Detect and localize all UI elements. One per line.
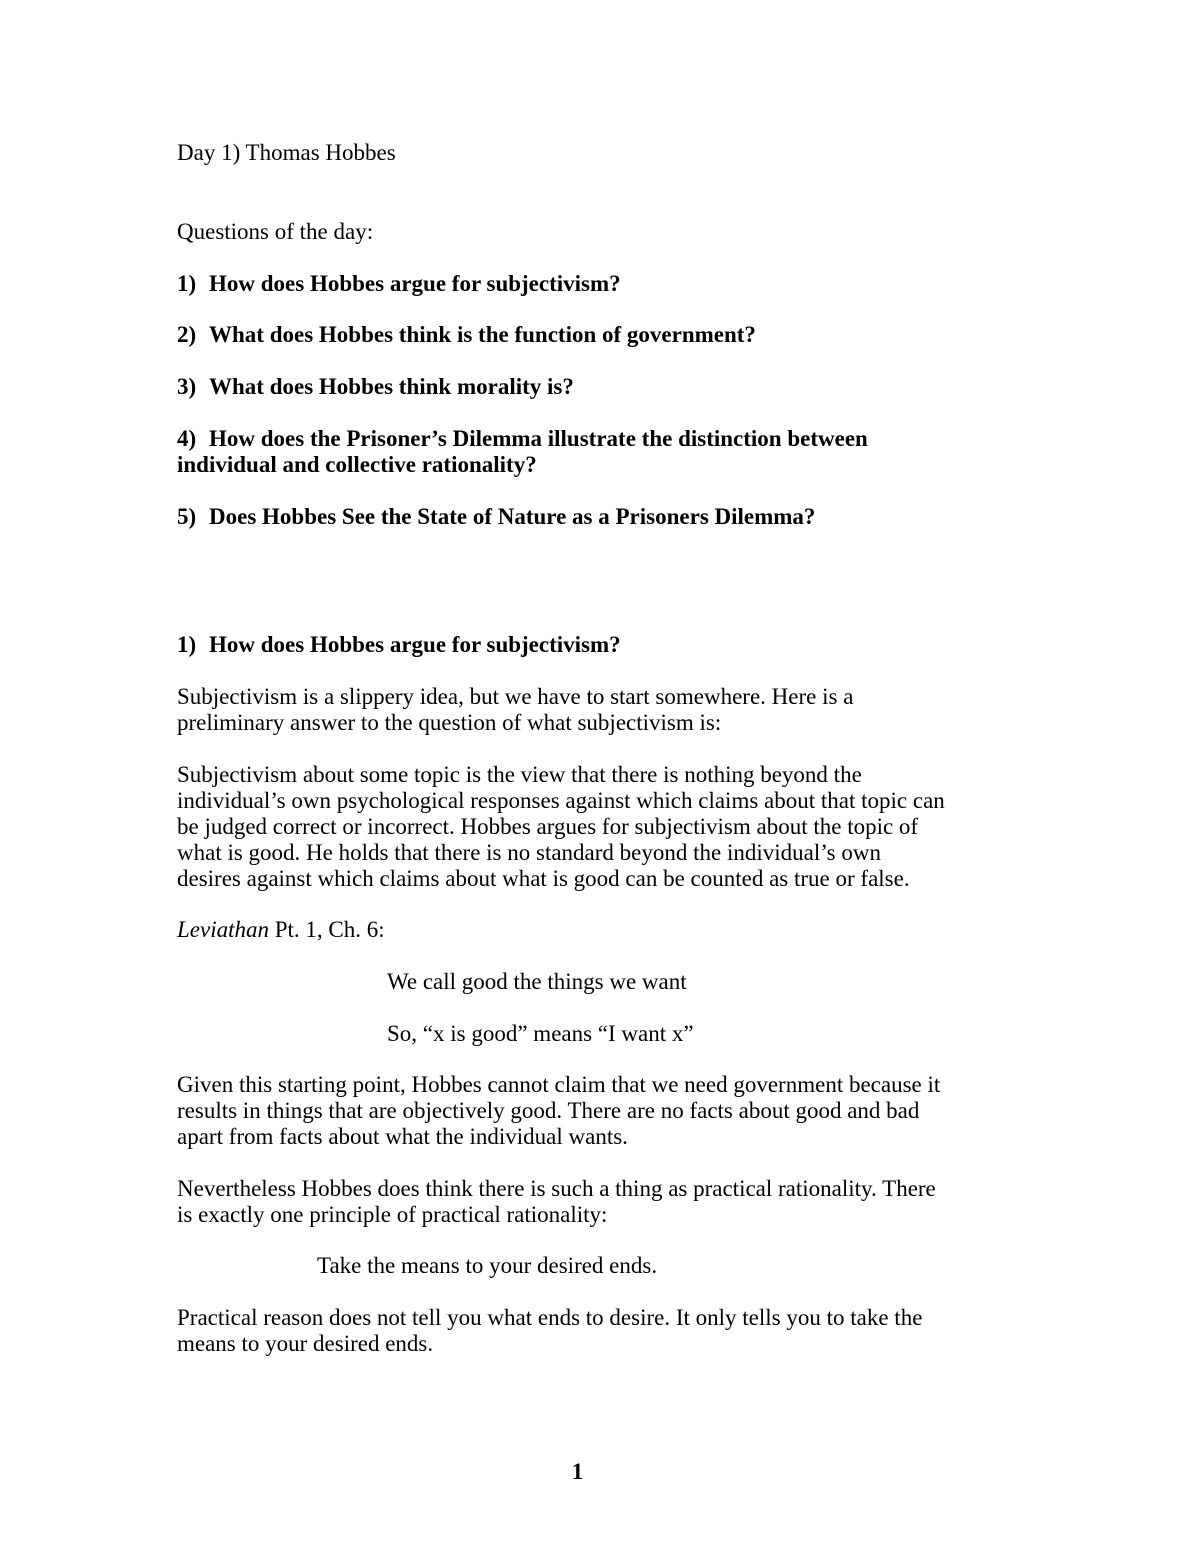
question-number: 4) (177, 426, 197, 451)
paragraph-line: Subjectivism about some topic is the view that there is nothing beyond the (177, 762, 862, 787)
question-number: 5) (177, 504, 197, 529)
quote-line-1: We call good the things we want (387, 969, 687, 994)
page-number: 1 (571, 1459, 584, 1484)
question-text: What does Hobbes think is the function of government? (209, 322, 756, 347)
paragraph-line: apart from facts about what the individual wants. (177, 1124, 628, 1149)
quote-line-2: So, “x is good” means “I want x” (387, 1021, 694, 1046)
question-4-continued: individual and collective rationality? (177, 452, 537, 477)
paragraph-line: desires against which claims about what is good can be counted as true or false. (177, 866, 910, 891)
question-3 (177, 374, 574, 400)
principle-statement: Take the means to your desired ends. (317, 1253, 658, 1278)
paragraph-line: individual’s own psychological responses against which claims about that topic can (177, 788, 945, 813)
paragraph-practical-reason (177, 1305, 1057, 1357)
question-text: How does Hobbes argue for subjectivism? (209, 271, 621, 296)
paragraph-line: Given this starting point, Hobbes cannot claim that we need government because it (177, 1072, 941, 1097)
question-2 (177, 322, 756, 348)
question-4 (177, 426, 868, 452)
question-text: How does the Prisoner’s Dilemma illustrate the distinction between (209, 426, 868, 451)
question-number: 2) (177, 322, 197, 347)
paragraph-definition-intro (177, 684, 1057, 736)
paragraph-line: results in things that are objectively good. There are no facts about good and bad (177, 1098, 920, 1123)
question-number: 3) (177, 374, 197, 399)
question-number: 1) (177, 271, 197, 296)
citation-title: Leviathan (177, 917, 269, 942)
section-heading-text: How does Hobbes argue for subjectivism? (209, 632, 621, 657)
paragraph-line: be judged correct or incorrect. Hobbes argues for subjectivism about the topic of (177, 814, 919, 839)
question-text: What does Hobbes think morality is? (209, 374, 574, 399)
paragraph-line: means to your desired ends. (177, 1331, 434, 1356)
paragraph-line: what is good. He holds that there is no standard beyond the individual’s own (177, 840, 881, 865)
section-heading (177, 632, 621, 658)
paragraph-practical-rationality (177, 1176, 1057, 1228)
questions-heading: Questions of the day: (177, 219, 374, 244)
document-title: Day 1) Thomas Hobbes (177, 140, 396, 165)
citation-location: Pt. 1, Ch. 6: (269, 917, 385, 942)
paragraph-starting-point (177, 1072, 1057, 1150)
citation (177, 917, 385, 943)
paragraph-line: preliminary answer to the question of what subjectivism is: (177, 710, 722, 735)
question-text: Does Hobbes See the State of Nature as a Prisoners Dilemma? (209, 504, 816, 529)
paragraph-line: Practical reason does not tell you what ends to desire. It only tells you to take the (177, 1305, 923, 1330)
paragraph-line: is exactly one principle of practical rationality: (177, 1202, 608, 1227)
paragraph-subjectivism-definition (177, 762, 1057, 892)
question-5 (177, 504, 815, 530)
paragraph-line: Subjectivism is a slippery idea, but we have to start somewhere. Here is a (177, 684, 854, 709)
section-number: 1) (177, 632, 197, 657)
paragraph-line: Nevertheless Hobbes does think there is such a thing as practical rationality. There (177, 1176, 936, 1201)
question-1 (177, 271, 621, 297)
